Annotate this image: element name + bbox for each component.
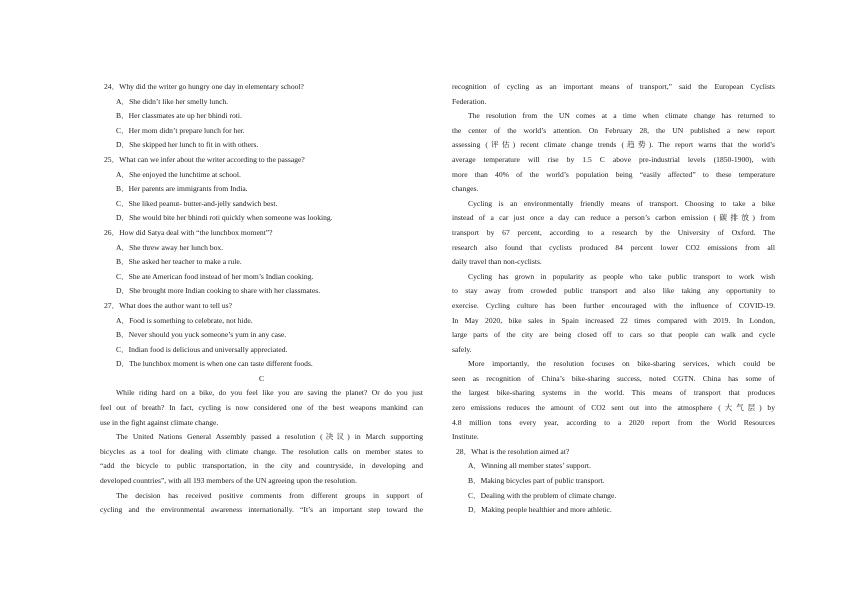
passage-line: In May 2020, bike sales in Spain increased 22 times compared with 2019. In London, — [452, 315, 775, 325]
passage-line: large parts of the city are being closed off to cars so that people can walk and cycle — [452, 330, 775, 340]
passage-line: The decision has received positive comments from different groups in support of — [116, 490, 423, 500]
question-28: 28．What is the resolution aimed at? — [456, 446, 570, 456]
q27-option-b: B．Never should you yuck someone’s yum in any case. — [116, 330, 287, 340]
passage-line: feel out of breath? In fact, cycling is now considered one of the best weapons mankind can — [100, 403, 423, 413]
passage-line: cycling and the environmental awareness internationally. “It’s an important step toward the — [100, 505, 423, 515]
passage-line: “add the bicycle to public transportation, in the city and countryside, in developing and — [100, 461, 423, 471]
passage-line: instead of a car just once a day can reduce a person’s carbon emission (碳排放) from — [452, 213, 775, 223]
question-26: 26．How did Satya deal with “the lunchbox moment”? — [104, 227, 273, 237]
passage-line: transport by 67 percent, according to a research by the University of Oxford. The — [452, 227, 775, 237]
q25-option-b: B．Her parents are immigrants from India. — [116, 184, 248, 194]
passage-line: Cycling has grown in popularity as people who take public transport to work wish — [468, 271, 775, 281]
q27-option-c: C．Indian food is delicious and universally appreciated. — [116, 344, 288, 354]
q26-option-a: A．She threw away her lunch box. — [116, 242, 224, 252]
passage-line: exercise. Cycling culture has been further encouraged with the influence of COVID-19. — [452, 300, 775, 310]
left-column — [100, 80, 423, 518]
passage-line: assessing (评估) recent climate change trends (趋势). The report warns that the world’s — [452, 140, 775, 150]
passage-line: average temperature will rise by 1.5 C above pre-industrial levels (1850-1900), with — [452, 154, 775, 164]
q26-option-b: B．She asked her teacher to make a rule. — [116, 257, 242, 267]
section-heading: C — [258, 373, 265, 383]
q25-option-a: A．She enjoyed the lunchtime at school. — [116, 169, 241, 179]
passage-line: changes. — [452, 184, 479, 194]
passage-line: seen as recognition of China’s bike-sharing success, noted CGTN. China has some of — [452, 373, 775, 383]
q28-option-b: B．Making bicycles part of public transport. — [468, 476, 605, 486]
passage-line: safely. — [452, 344, 472, 354]
q24-option-a: A．She didn’t like her smelly lunch. — [116, 96, 229, 106]
question-24: 24．Why did the writer go hungry one day in elementary school? — [104, 82, 304, 91]
q24-option-c: C．Her mom didn’t prepare lunch for her. — [116, 125, 245, 135]
q28-option-d: D．Making people healthier and more athletic. — [468, 505, 612, 515]
q24-option-b: B．Her classmates ate up her bhindi roti. — [116, 111, 242, 121]
passage-line: bicycles as a tool for dealing with climate change. The resolution calls on member states to — [100, 446, 423, 456]
passage-line: More importantly, the resolution focuses on bike-sharing services, which could be — [468, 359, 775, 369]
q27-option-a: A．Food is something to celebrate, not hide. — [116, 315, 253, 325]
q28-option-c: C．Dealing with the problem of climate change. — [468, 490, 617, 500]
passage-line: developed countries”, with all 193 members of the UN agreeing upon the resolution. — [100, 476, 357, 486]
question-27: 27．What does the author want to tell us? — [104, 300, 233, 310]
passage-line: research also found that cyclists produced 84 percent lower CO2 emissions from all — [452, 242, 775, 252]
passage-line: zero emissions reduces the amount of CO2 sent out into the atmosphere (大气层) by — [452, 403, 775, 413]
passage-line: use in the fight against climate change. — [100, 417, 219, 427]
passage-line: 4.8 million tons every year, according to a 2020 report from the World Resources — [452, 417, 775, 427]
q26-option-d: D．She brought more Indian cooking to share with her classmates. — [116, 286, 321, 296]
passage-line: the largest bike-sharing systems in the world. This means of transport that produces — [452, 388, 775, 398]
passage-line: Institute. — [452, 432, 479, 442]
q25-option-d: D．She would bite her bhindi roti quickly when someone was looking. — [116, 213, 333, 223]
passage-line: daily travel than non-cyclists. — [452, 257, 542, 267]
passage-line: Federation. — [452, 96, 487, 106]
question-25: 25．What can we infer about the writer according to the passage? — [104, 154, 305, 164]
passage-line: to stay away from crowded public transport and also like taking any opportunity to — [452, 286, 775, 296]
right-column — [452, 80, 775, 518]
q28-option-a: A．Winning all member states’ support. — [468, 461, 591, 471]
passage-line: recognition of cycling as an important means of transport,” said the European Cyclists — [452, 82, 775, 91]
passage-line: Cycling is an environmentally friendly means of transport. Choosing to take a bike — [468, 198, 775, 208]
q26-option-c: C．She ate American food instead of her mom’s Indian cooking. — [116, 271, 314, 281]
passage-line: The resolution from the UN comes at a time when climate change has returned to — [468, 111, 775, 121]
passage-line: more than 40% of the world’s population being “easily affected” to these temperature — [452, 169, 775, 179]
q25-option-c: C．She liked peanut- butter-and-jelly sandwich best. — [116, 198, 278, 208]
q27-option-d: D．The lunchbox moment is when one can taste different foods. — [116, 359, 313, 369]
passage-line: The United Nations General Assembly passed a resolution (决议) in March supporting — [116, 432, 423, 442]
passage-line: While riding hard on a bike, do you feel like you are saving the planet? Or do you just — [116, 388, 423, 398]
q24-option-d: D．She skipped her lunch to fit in with others. — [116, 140, 259, 150]
passage-line: the center of the world’s attention. On February 28, the UN published a new report — [452, 125, 775, 135]
